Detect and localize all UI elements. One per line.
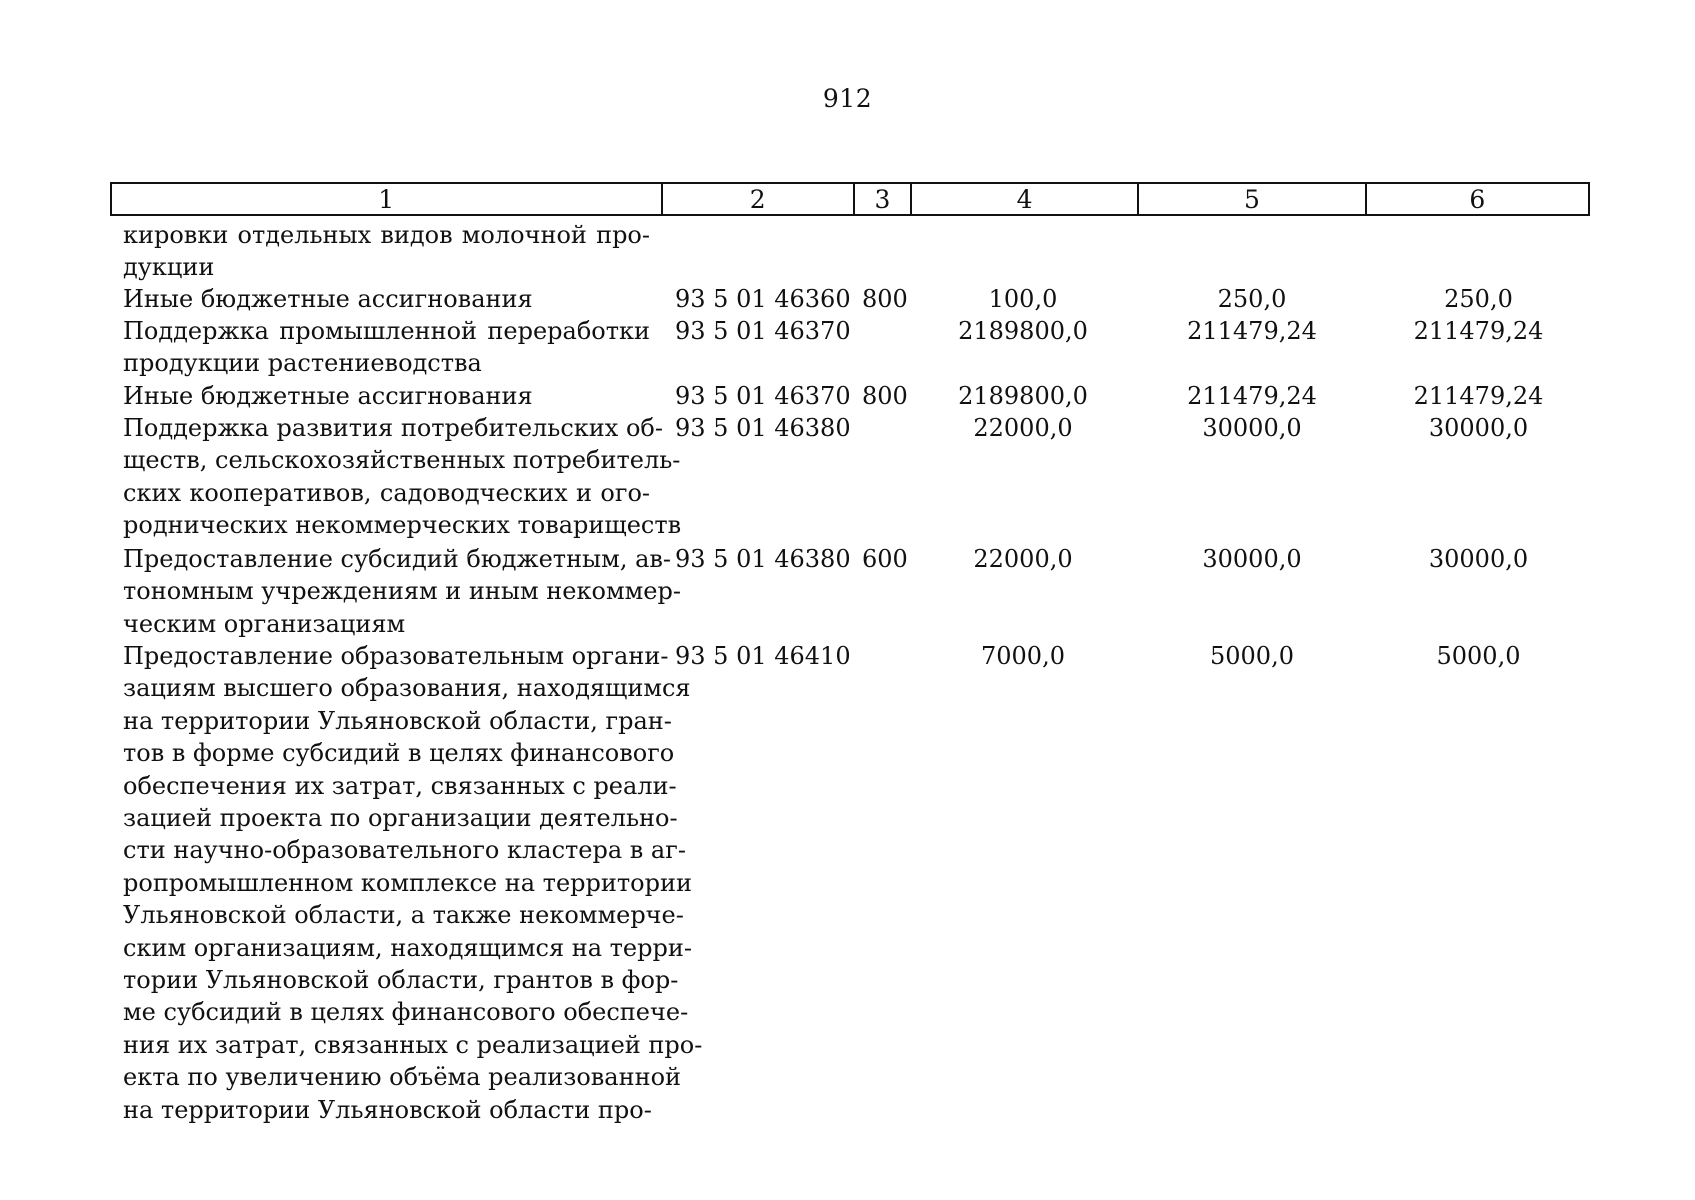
description-line: роднических некоммерческих товариществ [123, 511, 682, 540]
value-col-6: 250,0 [1444, 285, 1513, 313]
value-col-5: 30000,0 [1202, 545, 1302, 573]
row-description [123, 380, 650, 412]
value-col-4: 100,0 [988, 285, 1058, 313]
header-col-3: 3 [853, 184, 910, 214]
description-line: Предоставление субсидий бюджетным, ав- [123, 545, 672, 573]
table-row [0, 640, 1695, 1126]
value-col-5: 5000,0 [1210, 642, 1294, 670]
description-line: ских кооперативов, садоводческих и ого- [123, 478, 650, 507]
description-line: ния их затрат, связанных с реализацией про- [123, 1030, 703, 1059]
header-col-4: 4 [910, 184, 1137, 214]
description-line: Иные бюджетные ассигнования [123, 285, 533, 313]
table-row [0, 219, 1695, 284]
description-line: зациям высшего образования, находящимся [123, 674, 691, 703]
table-row [0, 543, 1695, 640]
value-col-6: 211479,24 [1413, 317, 1544, 345]
expense-type: 800 [862, 285, 908, 313]
description-line: на территории Ульяновской области про- [123, 1095, 652, 1124]
table-row [0, 412, 1695, 542]
value-col-5: 211479,24 [1187, 317, 1317, 345]
description-line: продукции растениеводства [123, 349, 482, 378]
row-description [123, 219, 650, 284]
budget-code: 93 5 01 46360 [675, 285, 851, 313]
budget-code: 93 5 01 46380 [675, 414, 851, 442]
description-line: Поддержка развития потребительских об- [123, 414, 663, 442]
value-col-6: 5000,0 [1436, 642, 1521, 670]
description-line: тории Ульяновской области, грантов в фор- [123, 966, 679, 995]
budget-code: 93 5 01 46370 [675, 317, 851, 345]
description-line: Предоставление образовательным органи- [123, 642, 669, 670]
value-col-5: 250,0 [1217, 285, 1287, 313]
header-col-1: 1 [378, 185, 395, 214]
budget-code: 93 5 01 46370 [675, 382, 851, 410]
description-line: тономным учреждениям и иным некоммер- [123, 577, 681, 606]
description-line: тов в форме субсидий в целях финансового [123, 739, 675, 768]
row-description [123, 412, 682, 542]
header-col-5: 5 [1137, 184, 1364, 214]
header-col-6: 6 [1365, 184, 1588, 214]
description-line: ществ, сельскохозяйственных потребитель- [123, 446, 681, 475]
row-description [123, 283, 650, 315]
description-line: ским организациям, находящимся на терри- [123, 933, 692, 962]
description-line: Ульяновской области, а также некоммерче- [123, 901, 684, 930]
expense-type: 600 [862, 545, 908, 573]
description-line: Поддержка промышленной переработки [123, 317, 650, 345]
description-line: сти научно-образовательного кластера в аг- [123, 836, 686, 865]
value-col-4: 2189800,0 [958, 382, 1088, 410]
value-col-5: 211479,24 [1187, 382, 1317, 410]
value-col-5: 30000,0 [1202, 414, 1302, 442]
description-line: зацией проекта по организации деятельно- [123, 804, 678, 833]
value-col-6: 30000,0 [1428, 414, 1529, 442]
value-col-4: 7000,0 [981, 642, 1065, 670]
description-line: дукции [123, 253, 215, 282]
row-description [123, 640, 703, 1126]
table-row [0, 380, 1695, 412]
value-col-4: 22000,0 [973, 545, 1073, 573]
budget-code: 93 5 01 46380 [675, 545, 851, 573]
table-header [110, 182, 1590, 216]
row-description [123, 315, 650, 380]
value-col-4: 2189800,0 [958, 317, 1088, 345]
expense-type: 800 [862, 382, 908, 410]
page-number: 912 [822, 84, 873, 113]
description-line: Иные бюджетные ассигнования [123, 382, 533, 410]
description-line: обеспечения их затрат, связанных с реали- [123, 771, 677, 800]
budget-code: 93 5 01 46410 [675, 642, 851, 670]
description-line: ме субсидий в целях финансового обеспече- [123, 998, 689, 1027]
description-line: ропромышленном комплексе на территории [123, 868, 692, 897]
description-line: на территории Ульяновской области, гран- [123, 706, 672, 735]
table-row [0, 283, 1695, 315]
description-line: ческим организациям [123, 609, 406, 638]
row-description [123, 543, 681, 640]
table-row [0, 315, 1695, 380]
value-col-4: 22000,0 [973, 414, 1073, 442]
description-line: кировки отдельных видов молочной про- [123, 221, 650, 249]
value-col-6: 211479,24 [1413, 382, 1544, 410]
header-col-2: 2 [661, 184, 853, 214]
description-line: екта по увеличению объёма реализованной [123, 1063, 682, 1092]
value-col-6: 30000,0 [1428, 545, 1529, 573]
